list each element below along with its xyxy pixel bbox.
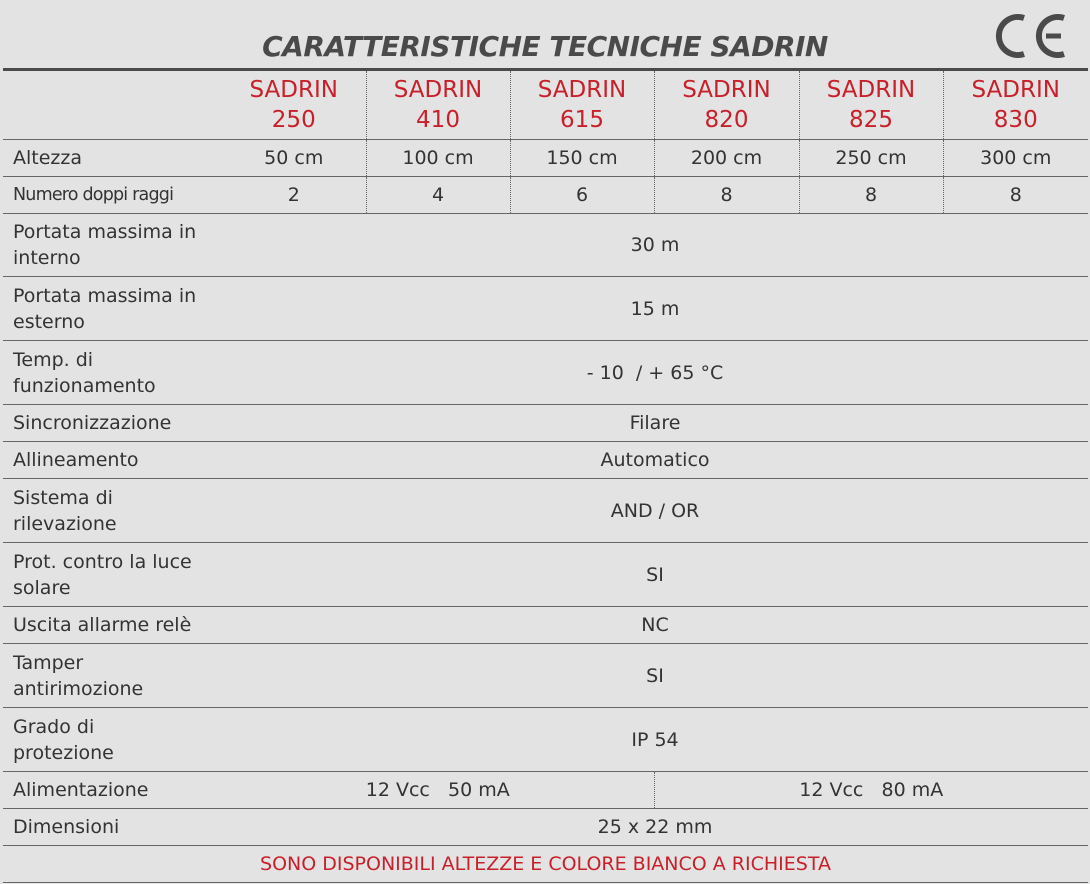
value-cell: SI — [222, 543, 1088, 607]
value-cell: 30 m — [222, 214, 1088, 277]
table-row-sincronizzazione — [3, 405, 1088, 442]
value-cell: 100 cm — [366, 140, 510, 177]
table-row-allineamento — [3, 442, 1088, 479]
row-label: Prot. contro la luce solare — [3, 543, 222, 607]
table-row-tamper — [3, 644, 1088, 708]
table-row-rele — [3, 607, 1088, 644]
table-row-luce-solare — [3, 543, 1088, 607]
page-title: CARATTERISTICHE TECNICHE SADRIN — [262, 30, 828, 63]
model-cell: SADRIN 830 — [943, 70, 1088, 140]
row-label: Altezza — [3, 140, 222, 177]
table-row-dimensioni — [3, 809, 1088, 846]
row-label: Sistema di rilevazione — [3, 479, 222, 543]
row-label: Tamper antirimozione — [3, 644, 222, 708]
table-row-grado-protezione — [3, 708, 1088, 772]
value-cell: 12 Vcc 50 mA — [222, 772, 654, 809]
row-label: Portata massima in interno — [3, 214, 222, 277]
value-cell: - 10 / + 65 °C — [222, 341, 1088, 405]
table-row-temperatura — [3, 341, 1088, 405]
value-cell: AND / OR — [222, 479, 1088, 543]
value-cell: 4 — [366, 177, 510, 214]
table-row-portata-interno — [3, 214, 1088, 277]
value-cell: Automatico — [222, 442, 1088, 479]
value-cell: 12 Vcc 80 mA — [654, 772, 1088, 809]
header-empty-cell — [3, 70, 222, 140]
row-label: Numero doppi raggi — [3, 177, 222, 214]
value-cell: 300 cm — [943, 140, 1088, 177]
value-cell: NC — [222, 607, 1088, 644]
header — [0, 0, 1090, 68]
value-cell: 25 x 22 mm — [222, 809, 1088, 846]
value-cell: SI — [222, 644, 1088, 708]
value-cell: IP 54 — [222, 708, 1088, 772]
model-cell: SADRIN 615 — [510, 70, 654, 140]
spec-table — [3, 68, 1088, 883]
row-label: Uscita allarme relè — [3, 607, 222, 644]
table-row-note — [3, 846, 1088, 883]
model-cell: SADRIN 825 — [799, 70, 943, 140]
row-label: Alimentazione — [3, 772, 222, 809]
value-cell: 8 — [654, 177, 799, 214]
row-label: Allineamento — [3, 442, 222, 479]
table-row-portata-esterno — [3, 277, 1088, 341]
value-cell: 150 cm — [510, 140, 654, 177]
table-row-rilevazione — [3, 479, 1088, 543]
ce-mark-icon — [988, 10, 1068, 62]
row-label: Grado di protezione — [3, 708, 222, 772]
models-header-row — [3, 70, 1088, 140]
row-label: Dimensioni — [3, 809, 222, 846]
row-label: Temp. di funzionamento — [3, 341, 222, 405]
value-cell: 6 — [510, 177, 654, 214]
value-cell: 2 — [222, 177, 366, 214]
table-row-altezza — [3, 140, 1088, 177]
value-cell: 200 cm — [654, 140, 799, 177]
value-cell: Filare — [222, 405, 1088, 442]
row-label: Sincronizzazione — [3, 405, 222, 442]
model-cell: SADRIN 410 — [366, 70, 510, 140]
row-label: Portata massima in esterno — [3, 277, 222, 341]
table-row-raggi — [3, 177, 1088, 214]
availability-note: SONO DISPONIBILI ALTEZZE E COLORE BIANCO A RICHIESTA — [3, 846, 1088, 883]
value-cell: 50 cm — [222, 140, 366, 177]
table-row-alimentazione — [3, 772, 1088, 809]
model-cell: SADRIN 250 — [222, 70, 366, 140]
value-cell: 15 m — [222, 277, 1088, 341]
model-cell: SADRIN 820 — [654, 70, 799, 140]
value-cell: 250 cm — [799, 140, 943, 177]
value-cell: 8 — [943, 177, 1088, 214]
value-cell: 8 — [799, 177, 943, 214]
